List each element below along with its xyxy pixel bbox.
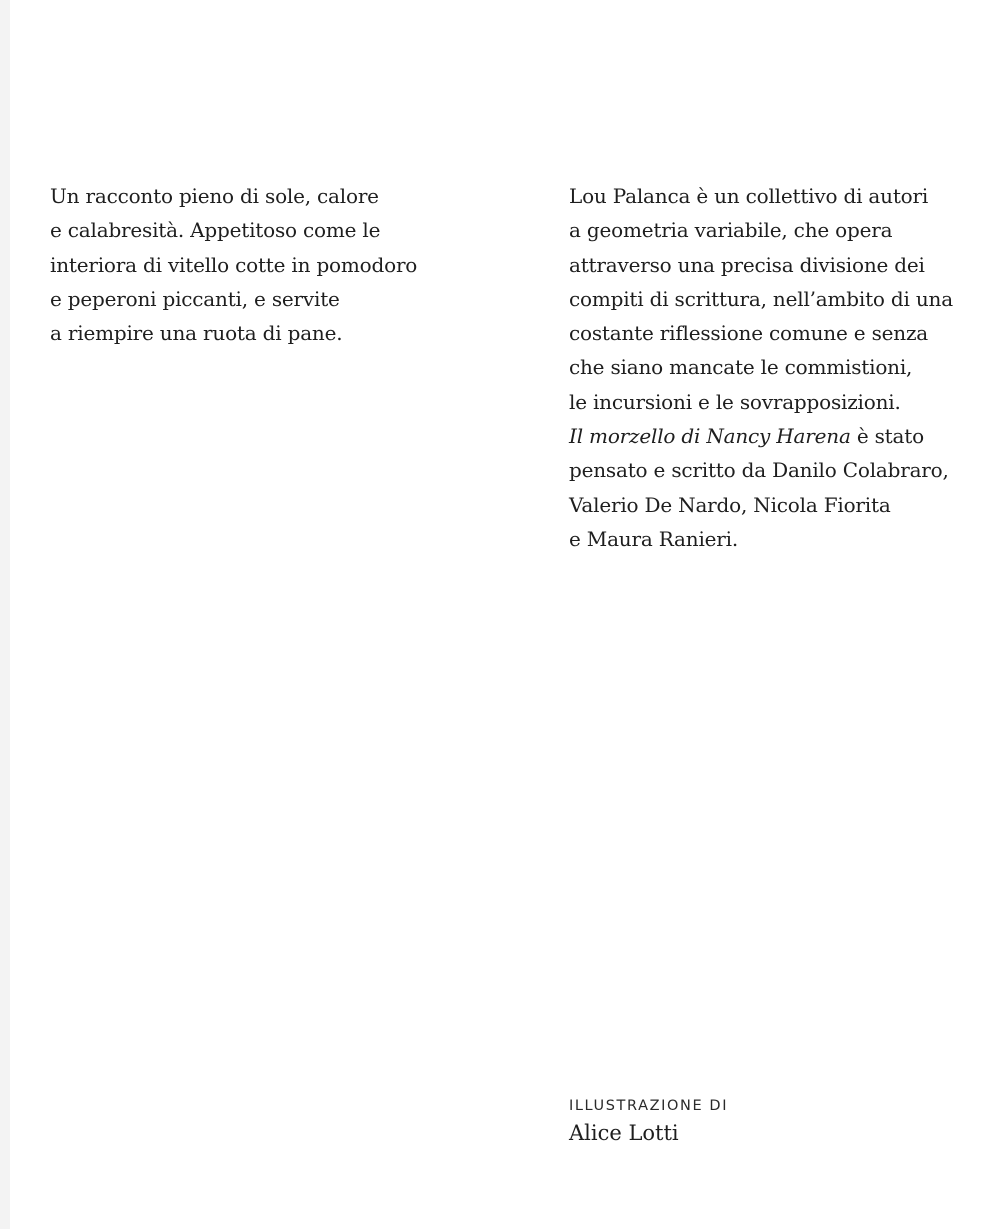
blurb-line: e peperoni piccanti, e servite [50,286,340,311]
author-bio-column [569,179,989,556]
illustrator-name: Alice Lotti [569,1121,679,1145]
book-title: Il morzello di Nancy Harena [569,424,851,449]
blurb-line: e calabresità. Appetitoso come le [50,218,381,243]
blurb-line: a riempire una ruota di pane. [50,321,343,346]
bio-line: le incursioni e le sovrapposizioni. [569,389,901,414]
illustration-credit [569,1096,969,1149]
page-edge-shadow [0,0,10,1229]
bio-line: che siano mancate le commistioni, [569,355,913,380]
bio-line: e Maura Ranieri. [569,526,738,551]
bio-title-line [569,419,989,453]
bio-line: compiti di scrittura, nell’ambito di una [569,286,953,311]
credit-label: ILLUSTRAZIONE DI [569,1098,729,1114]
bio-line: pensato e scritto da Danilo Colabraro, [569,458,949,483]
bio-title-suffix: è stato [850,424,924,449]
blurb-column [50,179,470,350]
bio-line: Lou Palanca è un collettivo di autori [569,184,929,208]
bio-line: a geometria variabile, che opera [569,218,893,243]
bio-line: Valerio De Nardo, Nicola Fiorita [569,492,891,517]
bio-line: attraverso una precisa divisione dei [569,252,925,277]
bio-line: costante riflessione comune e senza [569,321,929,346]
blurb-line: Un racconto pieno di sole, calore [50,184,379,208]
blurb-line: interiora di vitello cotte in pomodoro [50,252,418,277]
